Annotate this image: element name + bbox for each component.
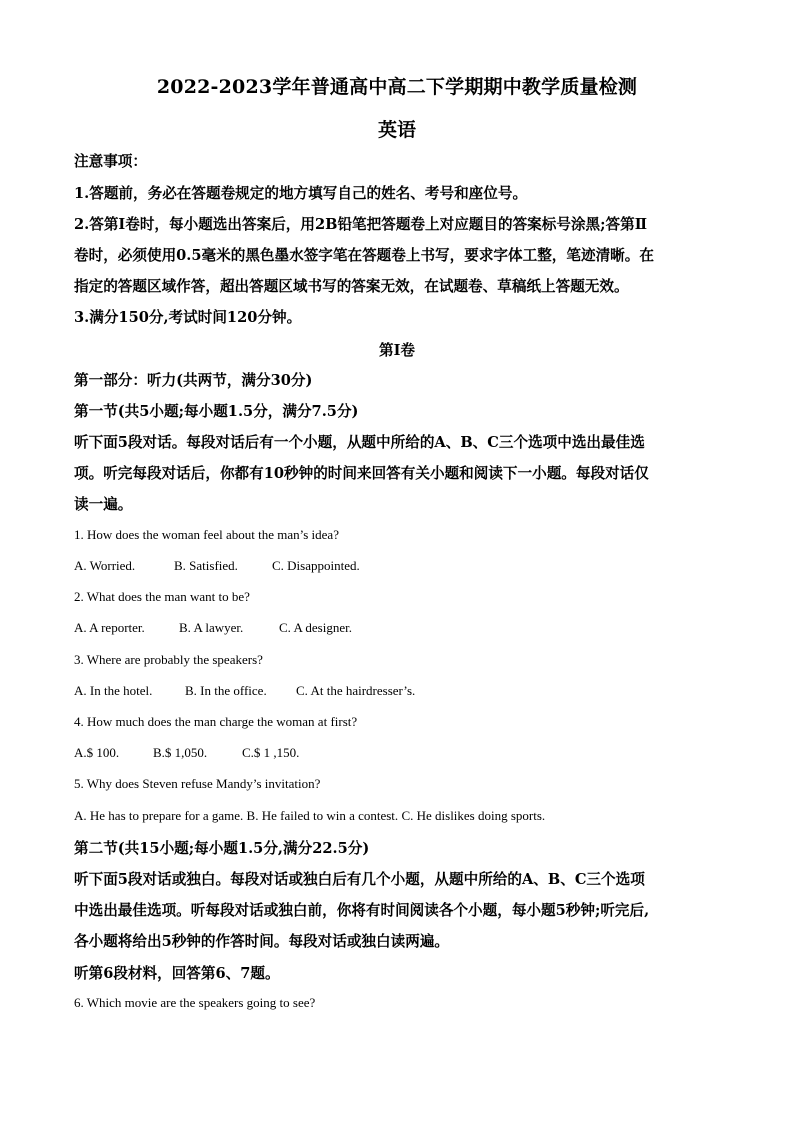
option-a: A. He has to prepare for a game. xyxy=(74,808,244,823)
section2-heading: 第二节(共15小题;每小题1.5分,满分22.5分) xyxy=(74,840,370,857)
volume-heading: 第Ⅰ卷 xyxy=(378,342,415,359)
option-a: A. A reporter. xyxy=(74,620,145,635)
part1-heading: 第一部分：听力(共两节，满分30分) xyxy=(74,372,313,389)
section1-instruction-line-2: 项。听完每段对话后，你都有10秒钟的时间来回答有关小题和阅读下一小题。每段对话仅 xyxy=(74,465,649,482)
section1-instruction-line-1: 听下面5段对话。每段对话后有一个小题，从题中所给的A、B、C三个选项中选出最佳选 xyxy=(74,434,645,451)
option-b: B. A lawyer. xyxy=(179,620,244,635)
option-b: B. He failed to win a contest. xyxy=(246,808,399,823)
question-4-stem: 4. How much does the man charge the woman at first? xyxy=(74,714,358,729)
note-3: 3.满分150分,考试时间120分钟。 xyxy=(74,309,302,326)
question-2-stem: 2. What does the man want to be? xyxy=(74,589,250,604)
note-2-line-3: 指定的答题区域作答，超出答题区域书写的答案无效，在试题卷、草稿纸上答题无效。 xyxy=(74,278,629,295)
option-b: B. In the office. xyxy=(185,683,267,698)
note-2-line-1: 2.答第Ⅰ卷时，每小题选出答案后，用2B铅笔把答题卷上对应题目的答案标号涂黑;答第Ⅱ xyxy=(74,216,648,233)
option-a: A. Worried. xyxy=(74,558,136,573)
option-c: C. He dislikes doing sports. xyxy=(401,808,546,823)
material-6-heading: 听第6段材料，回答第6、7题。 xyxy=(74,965,280,982)
question-1-options xyxy=(74,558,360,574)
question-2-options xyxy=(74,620,352,636)
option-b: B.$ 1,050. xyxy=(153,745,208,760)
option-c: C. A designer. xyxy=(279,620,352,635)
option-c: C.$ 1 ,150. xyxy=(242,745,300,760)
option-c: C. At the hairdresser’s. xyxy=(296,683,416,698)
exam-title: 2022-2023学年普通高中高二下学期期中教学质量检测 xyxy=(156,76,638,98)
note-1: 1.答题前，务必在答题卷规定的地方填写自己的姓名、考号和座位号。 xyxy=(74,185,528,202)
option-a: A.$ 100. xyxy=(74,745,120,760)
section2-instruction-line-2: 中选出最佳选项。听每段对话或独白前，你将有时间阅读各个小题，每小题5秒钟;听完后, xyxy=(74,902,650,919)
option-c: C. Disappointed. xyxy=(272,558,360,573)
question-3-options xyxy=(74,683,415,699)
option-b: B. Satisfied. xyxy=(174,558,238,573)
note-2-line-2: 卷时，必须使用0.5毫米的黑色墨水签字笔在答题卷上书写，要求字体工整，笔迹清晰。在 xyxy=(74,247,654,264)
question-3-stem: 3. Where are probably the speakers? xyxy=(74,652,263,667)
notes-heading: 注意事项： xyxy=(74,153,147,170)
option-a: A. In the hotel. xyxy=(74,683,153,698)
section2-instruction-line-3: 各小题将给出5秒钟的作答时间。每段对话或独白读两遍。 xyxy=(74,933,450,950)
question-6-stem: 6. Which movie are the speakers going to see? xyxy=(74,995,316,1010)
question-1-stem: 1. How does the woman feel about the man’s idea? xyxy=(74,527,339,542)
exam-subject: 英语 xyxy=(377,119,416,141)
question-5-options xyxy=(74,808,545,824)
question-5-stem: 5. Why does Steven refuse Mandy’s invitation? xyxy=(74,776,321,791)
section1-heading: 第一节(共5小题;每小题1.5分，满分7.5分) xyxy=(74,403,359,420)
question-4-options xyxy=(74,745,299,761)
section2-instruction-line-1: 听下面5段对话或独白。每段对话或独白后有几个小题，从题中所给的A、B、C三个选项 xyxy=(74,871,645,888)
section1-instruction-line-3: 读一遍。 xyxy=(74,496,133,513)
